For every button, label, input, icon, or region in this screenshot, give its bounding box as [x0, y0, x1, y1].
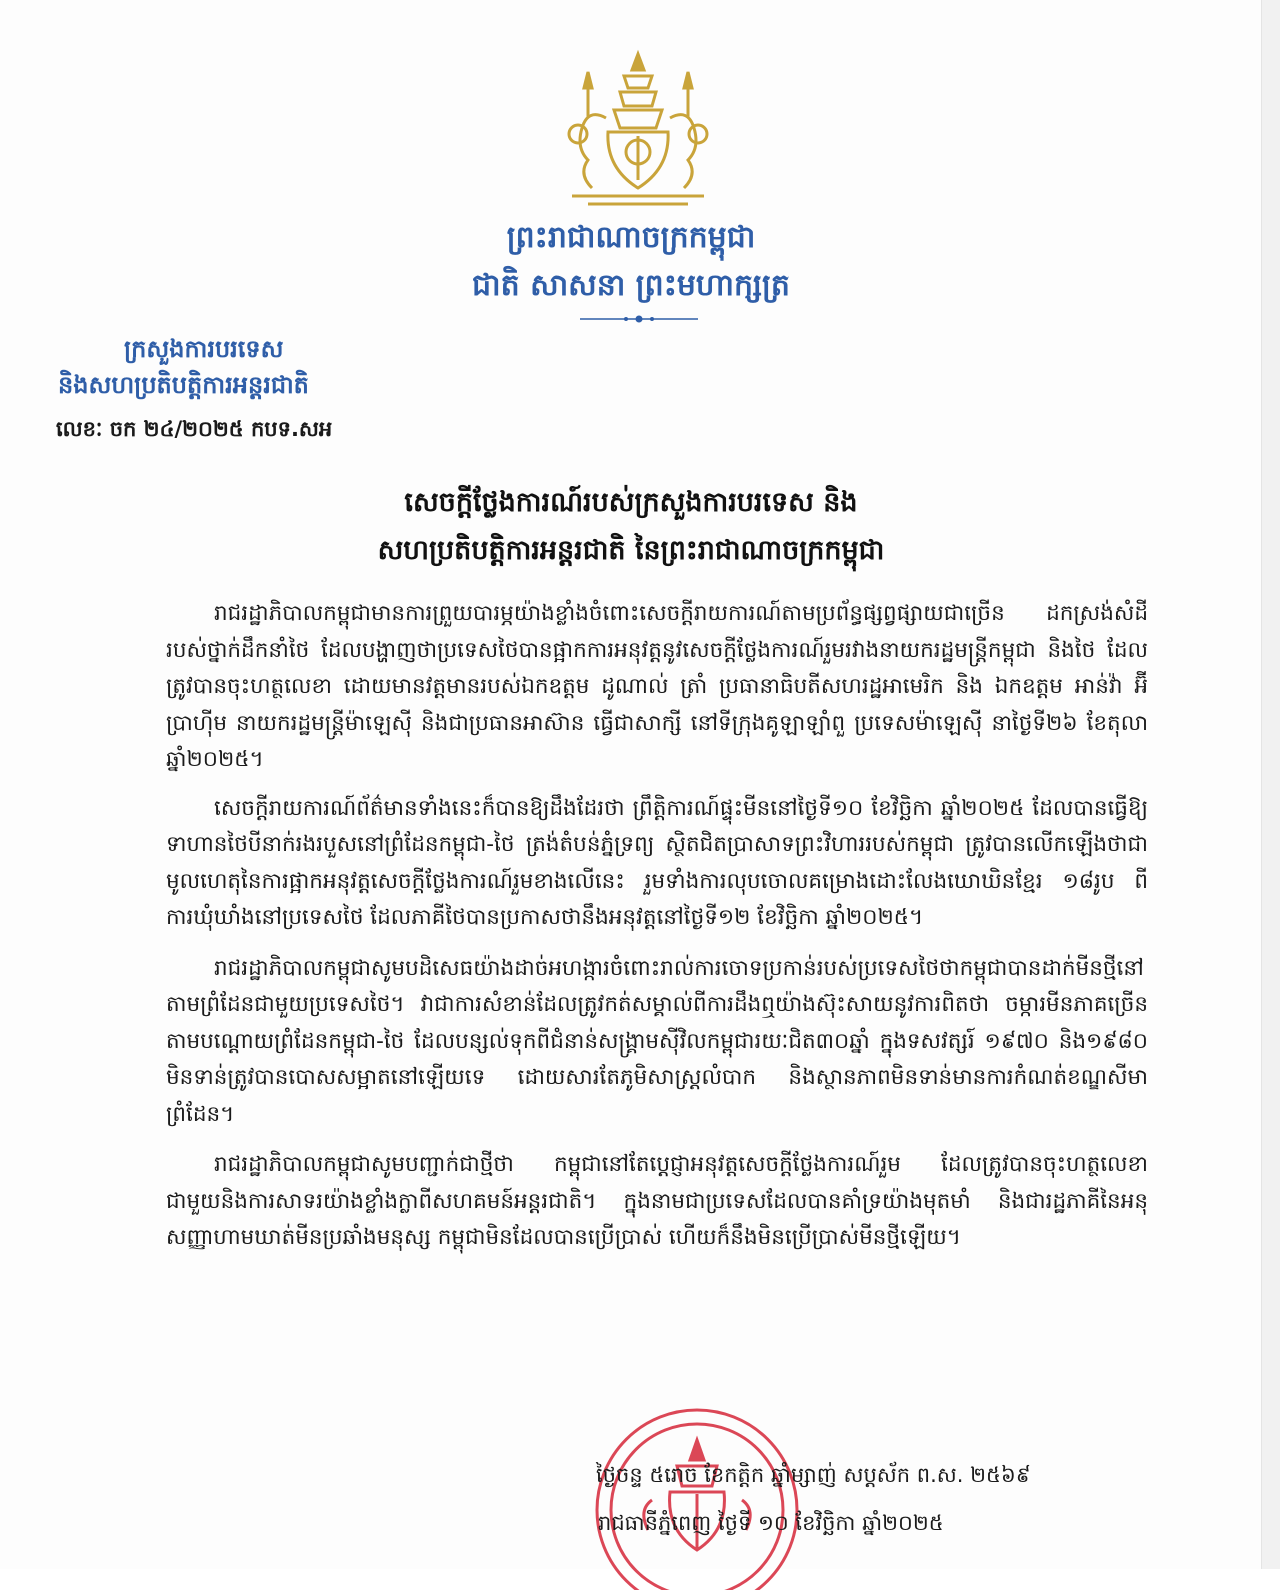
lunar-date-line: ថ្ងៃចន្ទ ៥រោច ខែកត្តិក ឆ្នាំម្សាញ់ សប្តស័ក ព.ស. ២៥៦៩ — [596, 1463, 1031, 1487]
page-edge-margin — [1261, 0, 1280, 1569]
paragraph: រាជរដ្ឋាភិបាលកម្ពុជាសូមបញ្ជាក់ជាថ្មីថា កម្ពុជានៅតែប្តេជ្ញាអនុវត្តសេចក្តីថ្លែងការណ៍រួម ដែលត្រូវបានចុះហត្ថលេខាជាមួយនិងការសាទរយ៉ាងខ្លាំងក្លាពីសហគមន៍អន្តរជាតិ។ ក្នុងនាមជាប្រទេសដែលបានគាំទ្រយ៉ាងមុតមាំ និងជារដ្ឋភាគីនៃអនុសញ្ញាហាមឃាត់មីនប្រឆាំងមនុស្ស កម្ពុជាមិនដែលបានប្រើប្រាស់ ហើយក៏នឹងមិនប្រើប្រាស់មីនថ្មីឡើយ។ — [166, 1152, 1148, 1250]
paragraph: រាជរដ្ឋាភិបាលកម្ពុជាមានការព្រួយបារម្ភយ៉ាងខ្លាំងចំពោះសេចក្តីរាយការណ៍តាមប្រព័ន្ធផ្សព្វផ្សាយជាច្រើន ដកស្រង់សំដីរបស់ថ្នាក់ដឹកនាំថៃ ដែលបង្ហាញថាប្រទេសថៃបានផ្អាកការអនុវត្តនូវសេចក្តីថ្លែងការណ៍រួមរវាងនាយករដ្ឋមន្ត្រីកម្ពុជា និងថៃ ដែលត្រូវបានចុះហត្ថលេខា ដោយមានវត្តមានរបស់ឯកឧត្តម ដូណាល់ ត្រាំ ប្រធានាធិបតីសហរដ្ឋអាមេរិក និង ឯកឧត្តម អាន់វ៉ា អ៊ីប្រាហ៊ីម នាយករដ្ឋមន្ត្រីម៉ាឡេស៊ី និងជាប្រធានអាស៊ាន ធ្វើជាសាក្សី នៅទីក្រុងគូឡាឡាំពួ ប្រទេសម៉ាឡេស៊ី នាថ្ងៃទី២៦ ខែតុលា ឆ្នាំ២០២៥។ — [166, 601, 1148, 772]
statement-title-line1: សេចក្តីថ្លែងការណ៍របស់ក្រសួងការបរទេស និង — [404, 487, 858, 518]
paragraph: រាជរដ្ឋាភិបាលកម្ពុជាសូមបដិសេធយ៉ាងដាច់អហង្ការចំពោះរាល់ការចោទប្រកាន់របស់ប្រទេសថៃថាកម្ពុជាបានដាក់មីនថ្មីនៅតាមព្រំដែនជាមួយប្រទេសថៃ។ វាជាការសំខាន់ដែលត្រូវកត់សម្គាល់ពីការដឹងឮយ៉ាងស៊ុះសាយនូវការពិតថា ចម្ការមីនភាគច្រើនតាមបណ្តោយព្រំដែនកម្ពុជា-ថៃ ដែលបន្សល់ទុកពីជំនាន់សង្គ្រាមស៊ីវិលកម្ពុជារយៈជិត៣០ឆ្នាំ ក្នុងទសវត្សរ៍ ១៩៧០ និង១៩៨០ មិនទាន់ត្រូវបានបោសសម្អាតនៅឡើយទេ ដោយសារតែភូមិសាស្ត្រលំបាក និងស្ថានភាពមិនទាន់មានការកំណត់ខណ្ឌសីមាព្រំដែន។ — [166, 955, 1148, 1127]
paragraph: សេចក្តីរាយការណ៍ព័ត៌មានទាំងនេះក៏បានឱ្យដឹងដែរថា ព្រឹត្តិការណ៍ផ្ទុះមីននៅថ្ងៃទី១០ ខែវិច្ឆិកា ឆ្នាំ២០២៥ ដែលបានធ្វើឱ្យទាហានថៃបីនាក់រងរបួសនៅព្រំដែនកម្ពុជា-ថៃ ត្រង់តំបន់ភ្នំទ្រព្យ ស្ថិតជិតប្រាសាទព្រះវិហាររបស់កម្ពុជា ត្រូវបានលើកឡើងថាជាមូលហេតុនៃការផ្អាកអនុវត្តសេចក្តីថ្លែងការណ៍រួមខាងលើនេះ រួមទាំងការលុបចោលគម្រោងដោះលែងឃោឃិនខ្មែរ ១៨រូប ពីការឃុំឃាំងនៅប្រទេសថៃ ដែលភាគីថៃបានប្រកាសថានឹងអនុវត្តនៅថ្ងៃទី១២ ខែវិច្ឆិកា ឆ្នាំ២០២៥។ — [166, 795, 1148, 930]
kingdom-name: ព្រះរាជាណាចក្រកម្ពុជា — [506, 220, 756, 255]
document-reference-number: លេខៈ ចក ២៤/២០២៥ កបទ.សអ — [56, 417, 333, 441]
solar-date-line: រាជធានីភ្នំពេញ ថ្ងៃទី ១០ ខែវិច្ឆិកា ឆ្នាំ២០២៥ — [598, 1511, 944, 1535]
national-motto: ជាតិ សាសនា ព្រះមហាក្សត្រ — [472, 268, 790, 303]
ministry-name-line2: និងសហប្រតិបត្តិការអន្តរជាតិ — [58, 371, 309, 399]
statement-title-line2: សហប្រតិបត្តិការអន្តរជាតិ នៃព្រះរាជាណាចក្រកម្ពុជា — [377, 535, 885, 566]
ministry-name-line1: ក្រសួងការបរទេស — [124, 335, 284, 363]
decorative-divider — [578, 312, 700, 326]
royal-coat-of-arms-emblem — [548, 48, 728, 208]
statement-body — [166, 596, 1148, 1271]
